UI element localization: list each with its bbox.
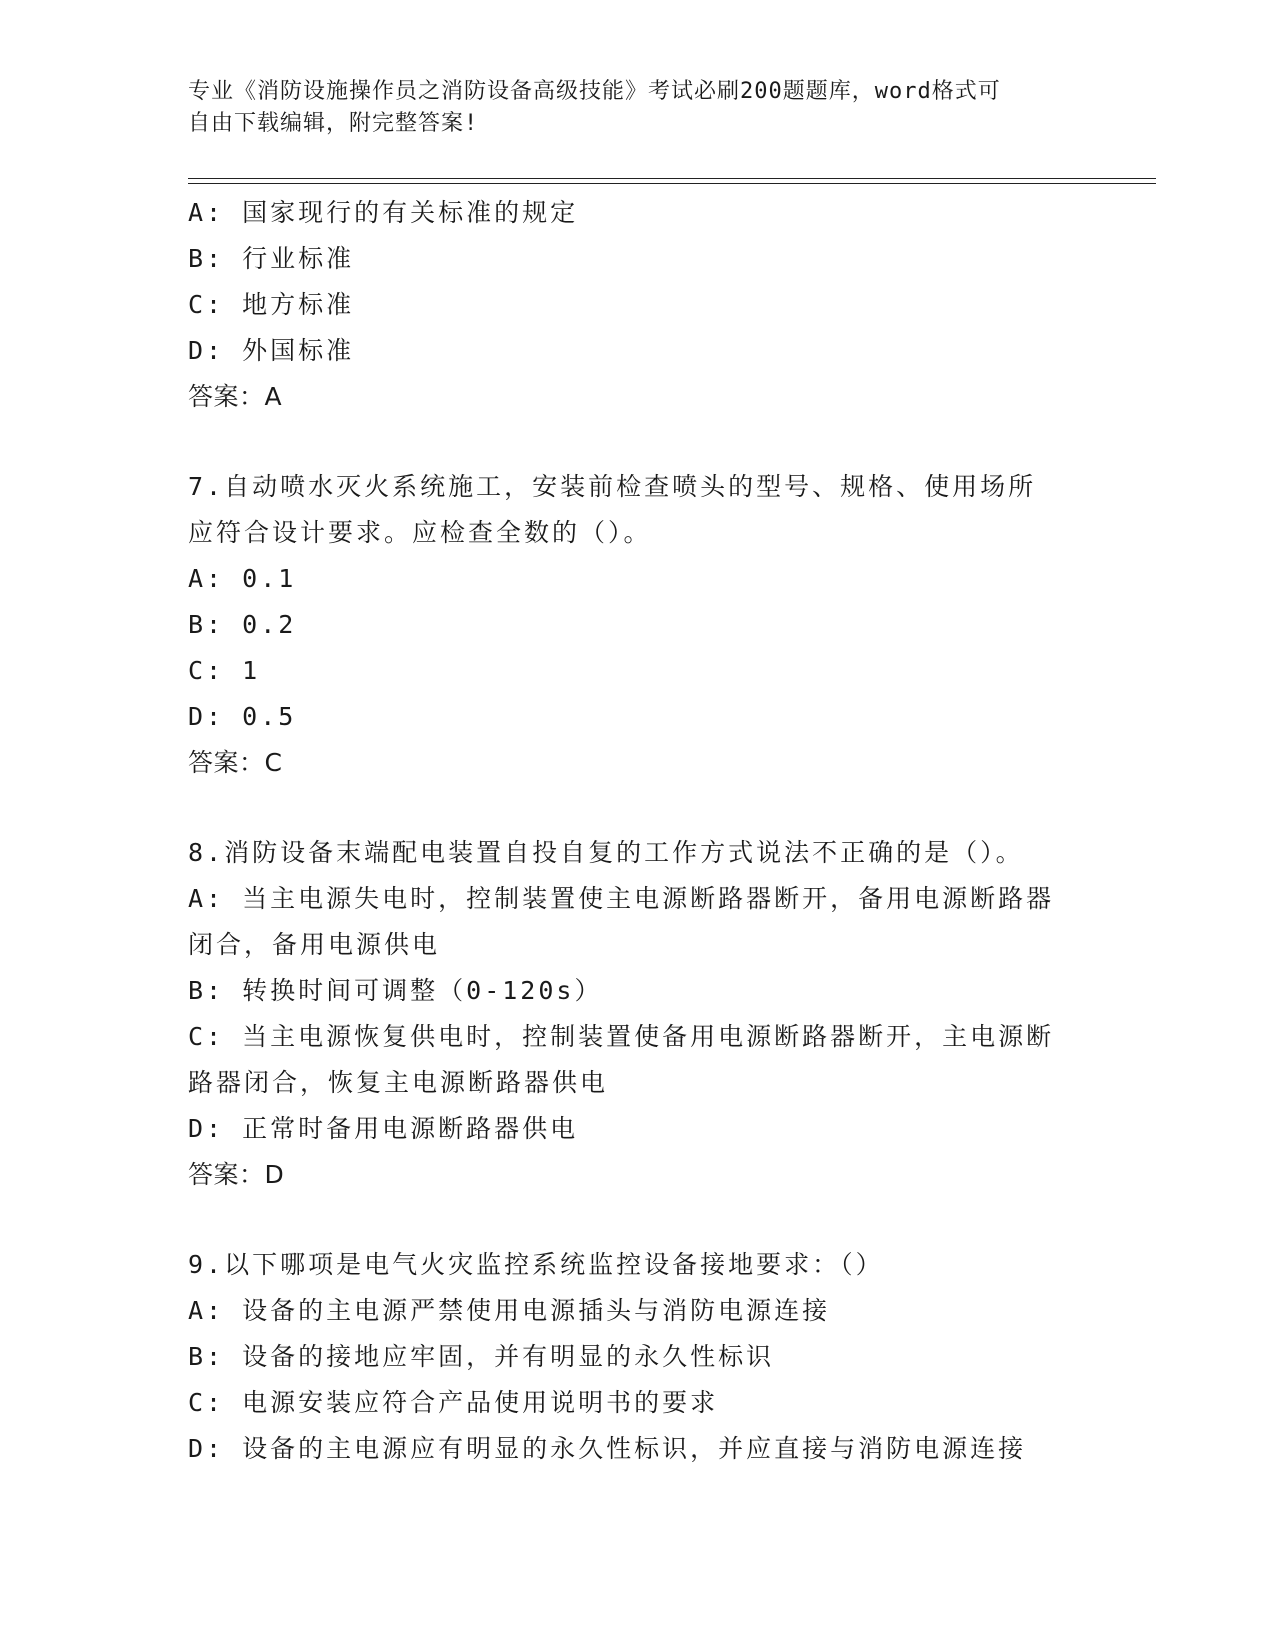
option-b: B: 设备的接地应牢固，并有明显的永久性标识	[188, 1342, 775, 1371]
option-a: A: 设备的主电源严禁使用电源插头与消防电源连接	[188, 1296, 831, 1325]
question-7	[188, 464, 1088, 786]
answer-line: 答案：C	[188, 748, 283, 777]
header-line-1: 专业《消防设施操作员之消防设备高级技能》考试必刷200题题库，word格式可	[188, 79, 1001, 104]
option-c: C: 电源安装应符合产品使用说明书的要求	[188, 1388, 719, 1417]
option-c: C: 1	[188, 656, 261, 685]
option-a: A: 当主电源失电时，控制装置使主电源断路器断开，备用电源断路器	[188, 884, 1055, 913]
option-c: C: 当主电源恢复供电时，控制装置使备用电源断路器断开，主电源断	[188, 1022, 1055, 1051]
question-stem-continued: 应符合设计要求。应检查全数的（）。	[188, 518, 652, 547]
question-8	[188, 830, 1088, 1198]
question-list	[188, 190, 1088, 1472]
option-a: A: 国家现行的有关标准的规定	[188, 198, 579, 227]
header-divider-top	[188, 178, 1156, 179]
question-stem: 7.自动喷水灭火系统施工，安装前检查喷头的型号、规格、使用场所	[188, 472, 1037, 501]
answer-line: 答案：A	[188, 382, 283, 411]
option-a: A: 0.1	[188, 564, 297, 593]
option-d: D: 0.5	[188, 702, 297, 731]
option-d: D: 正常时备用电源断路器供电	[188, 1114, 579, 1143]
answer-line: 答案：D	[188, 1160, 285, 1189]
header-line-2: 自由下载编辑，附完整答案!	[188, 111, 479, 136]
question-stem: 9.以下哪项是电气火灾监控系统监控设备接地要求：（）	[188, 1250, 884, 1279]
spacer	[188, 786, 1088, 830]
spacer	[188, 1198, 1088, 1242]
question-stem: 8.消防设备末端配电装置自投自复的工作方式说法不正确的是（）。	[188, 838, 1024, 867]
option-b: B: 行业标准	[188, 244, 355, 273]
option-d: D: 外国标准	[188, 336, 355, 365]
option-b: B: 转换时间可调整（0-120s）	[188, 976, 603, 1005]
option-a-continued: 闭合，备用电源供电	[188, 930, 441, 959]
spacer	[188, 420, 1088, 464]
option-c-continued: 路器闭合，恢复主电源断路器供电	[188, 1068, 609, 1097]
question-6-tail	[188, 190, 1088, 420]
question-9	[188, 1242, 1088, 1472]
option-d: D: 设备的主电源应有明显的永久性标识，并应直接与消防电源连接	[188, 1434, 1027, 1463]
option-b: B: 0.2	[188, 610, 297, 639]
option-c: C: 地方标准	[188, 290, 355, 319]
header-divider-bottom	[188, 183, 1156, 184]
document-header	[188, 76, 1088, 140]
